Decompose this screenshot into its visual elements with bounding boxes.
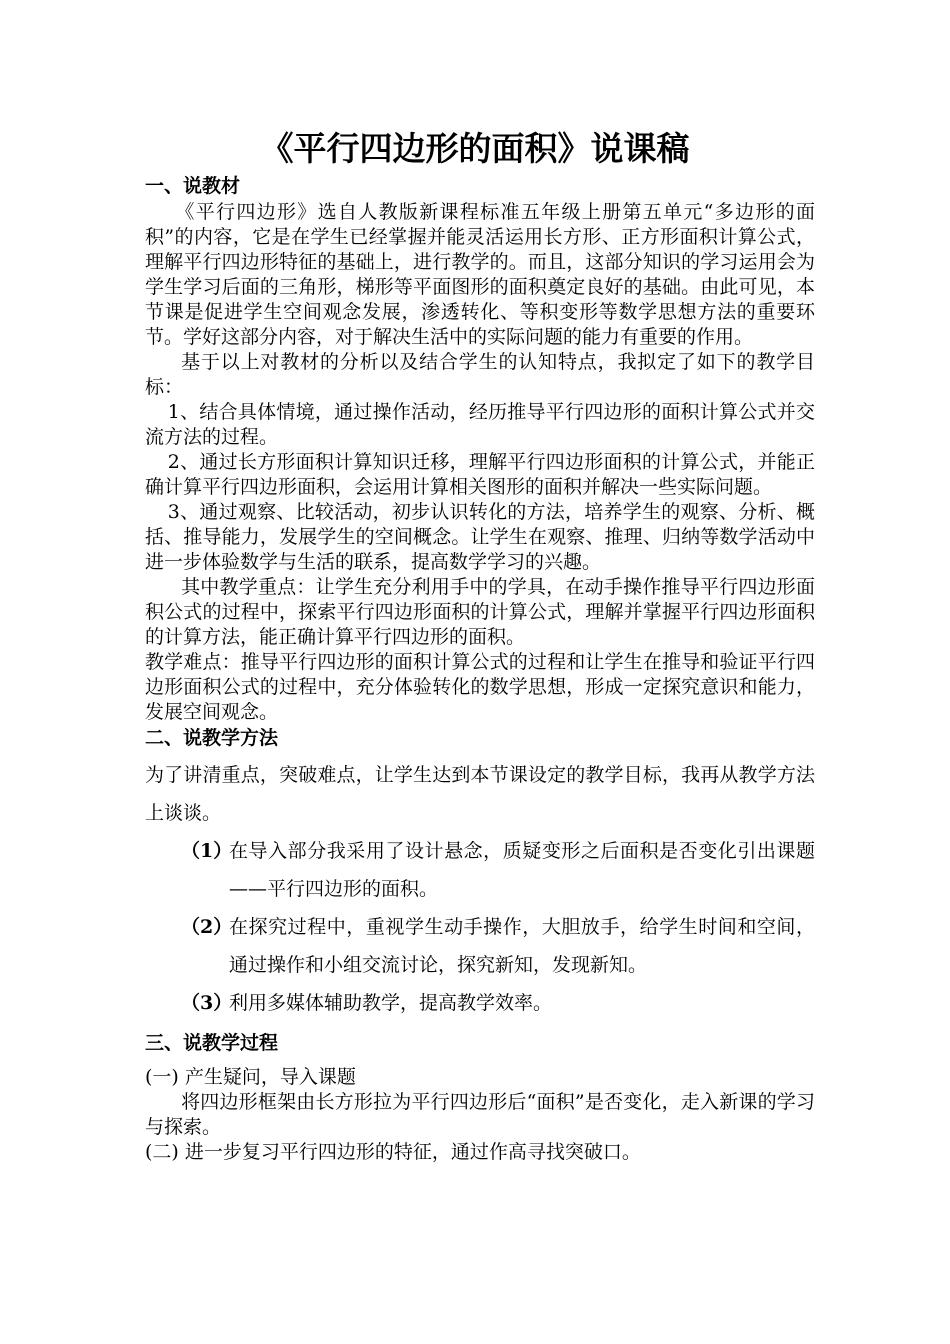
goal-item-2: 2、通过长方形面积计算知识迁移，理解平行四边形面积的计算公式，并能正确计算平行四边形面积，会运用计算相关图形的面积并解决一些实际问题。 xyxy=(145,451,815,498)
paragraph-difficulties: 教学难点：推导平行四边形的面积计算公式的过程和让学生在推导和验证平行四边形面积公式的过程中，充分体验转化的数学思想，形成一定探究意识和能力，发展空间观念。 xyxy=(145,651,815,723)
method-item-number: （3） xyxy=(181,992,233,1014)
method-item-3 xyxy=(181,984,815,1022)
goal-item-1: 1、结合具体情境，通过操作活动，经历推导平行四边形的面积计算公式并交流方法的过程。 xyxy=(145,401,815,448)
process-step-1-text: 将四边形框架由长方形拉为平行四边形后“面积”是否变化，走入新课的学习与探索。 xyxy=(145,1091,815,1138)
section-heading-teaching-method: 二、说教学方法 xyxy=(145,727,279,749)
document-title: 《平行四边形的面积》说课稿 xyxy=(260,129,690,168)
paragraph-method-intro: 为了讲清重点，突破难点，让学生达到本节课设定的教学目标，我再从教学方法上谈谈。 xyxy=(145,764,815,824)
method-item-text: 利用多媒体辅助教学，提高教学效率。 xyxy=(229,992,553,1014)
section-heading-teaching-material: 一、说教材 xyxy=(145,175,241,197)
process-step-2-title: (二) 进一步复习平行四边形的特征，通过作高寻找突破口。 xyxy=(145,1141,641,1163)
method-item-number: （1） xyxy=(181,840,233,862)
section-heading-teaching-process: 三、说教学过程 xyxy=(145,1032,279,1054)
paragraph-material-intro: 《平行四边形》选自人教版新课程标准五年级上册第五单元“多边形的面积”的内容，它是在学生已经掌握并能灵活运用长方形、正方形面积计算公式，理解平行四边形特征的基础上，进行教学的。而且，这部分知识的学习运用会为学生学习后面的三角形，梯形等平面图形的面积奠定良好的基础。由此可见，本节课是促进学生空间观念发展，渗透转化、等积变形等数学思想方法的重要环节。学好这部分内容，对于解决生活中的实际问题的能力有重要的作用。 xyxy=(145,201,815,348)
goal-item-3: 3、通过观察、比较活动，初步认识转化的方法，培养学生的观察、分析、概括、推导能力，发展学生的空间概念。让学生在观察、推理、归纳等数学活动中进一步体验数学与生活的联系，提高数学学习的兴趣。 xyxy=(145,501,815,573)
method-item-text: 在导入部分我采用了设计悬念，质疑变形之后面积是否变化引出课题——平行四边形的面积。 xyxy=(229,840,815,900)
method-item-2 xyxy=(181,908,815,984)
paragraph-key-points: 其中教学重点：让学生充分利用手中的学具，在动手操作推导平行四边形面积公式的过程中，探索平行四边形面积的计算公式，理解并掌握平行四边形面积的计算方法，能正确计算平行四边形的面积。 xyxy=(145,576,815,648)
method-item-number: （2） xyxy=(181,916,233,938)
document-body xyxy=(145,173,815,1165)
method-item-text: 在探究过程中，重视学生动手操作，大胆放手，给学生时间和空间，通过操作和小组交流讨论，探究新知，发现新知。 xyxy=(229,916,815,976)
process-step-1-title: (一) 产生疑问，导入课题 xyxy=(145,1066,356,1088)
paragraph-goals-intro: 基于以上对教材的分析以及结合学生的认知特点，我拟定了如下的教学目标： xyxy=(145,351,815,398)
method-item-1 xyxy=(181,832,815,908)
